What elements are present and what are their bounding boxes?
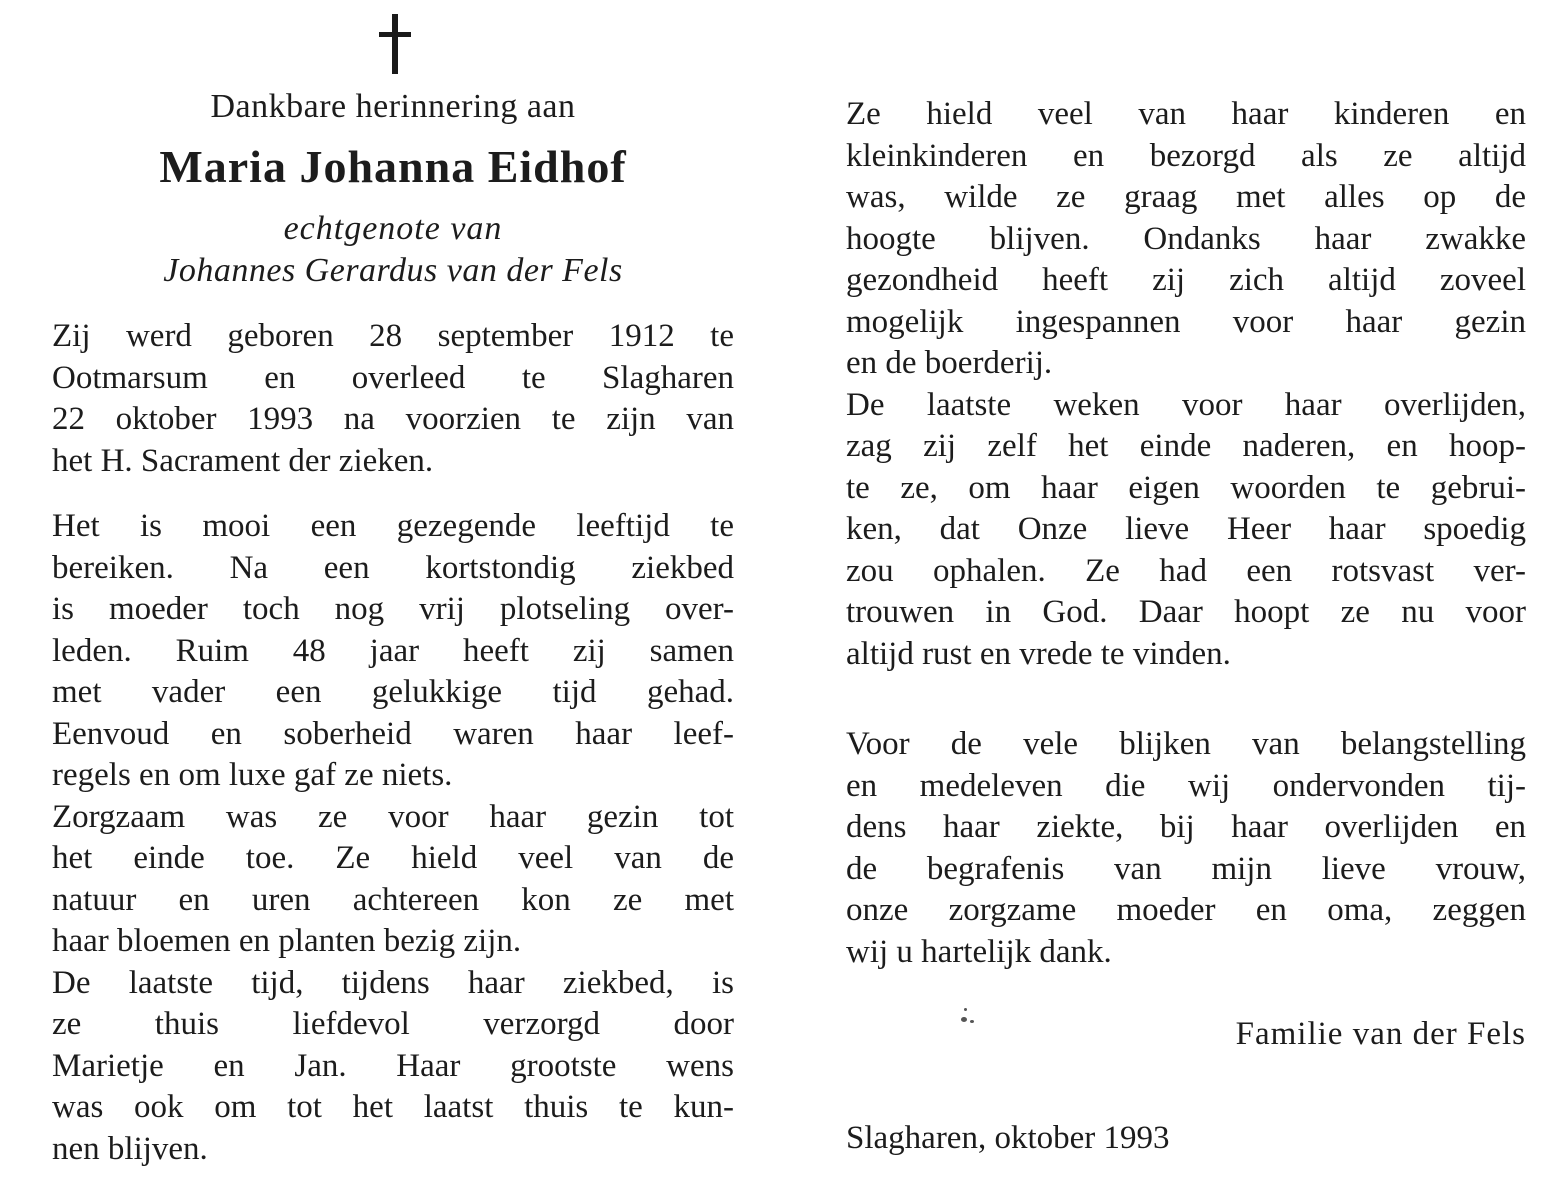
text-line: nen blijven. bbox=[52, 1130, 208, 1167]
text-line: natuur en uren achtereen kon ze met bbox=[52, 881, 734, 918]
ink-speck bbox=[958, 1006, 978, 1028]
text-line: zag zij zelf het einde naderen, en hoop- bbox=[846, 428, 1526, 464]
text-line: Zorgzaam was ze voor haar gezin tot bbox=[52, 798, 734, 835]
text-line: wij u hartelijk dank. bbox=[846, 933, 1112, 970]
text-line: met vader een gelukkige tijd gehad. bbox=[52, 674, 734, 710]
text-line: Ze hield veel van haar kinderen en bbox=[846, 96, 1526, 132]
text-line: was ook om tot het laatst thuis te kun- bbox=[52, 1089, 734, 1125]
text-line: mogelijk ingespannen voor haar gezin bbox=[846, 303, 1526, 340]
family-paragraph bbox=[846, 94, 1526, 675]
text-line: is moeder toch nog vrij plotseling over- bbox=[52, 591, 734, 627]
text-line: Voor de vele blijken van belangstelling bbox=[846, 726, 1526, 762]
life-paragraph bbox=[52, 506, 734, 1170]
signature: Familie van der Fels bbox=[1235, 1016, 1526, 1052]
text-line: onze zorgzame moeder en oma, zeggen bbox=[846, 892, 1526, 928]
text-line: kleinkinderen en bezorgd als ze altijd bbox=[846, 137, 1526, 174]
text-line: De laatste weken voor haar overlijden, bbox=[846, 386, 1526, 423]
deceased-name: Maria Johanna Eidhof bbox=[159, 141, 627, 192]
text-line: altijd rust en vrede te vinden. bbox=[846, 635, 1231, 672]
spouse-label: echtgenote van bbox=[283, 210, 503, 247]
text-line: leden. Ruim 48 jaar heeft zij samen bbox=[52, 632, 734, 669]
text-line: haar bloemen en planten bezig zijn. bbox=[52, 923, 522, 959]
text-line: en de boerderij. bbox=[846, 345, 1053, 381]
text-line: was, wilde ze graag met alles op de bbox=[846, 179, 1526, 215]
intro-text: Dankbare herinnering aan bbox=[210, 88, 576, 125]
text-line: ze thuis liefdevol verzorgd door bbox=[52, 1006, 734, 1042]
text-line: ken, dat Onze lieve Heer haar spoedig bbox=[846, 511, 1526, 547]
text-line: regels en om luxe gaf ze niets. bbox=[52, 757, 453, 793]
birth-paragraph bbox=[52, 316, 734, 482]
text-line: De laatste tijd, tijdens haar ziekbed, is bbox=[52, 964, 734, 1001]
text-line: trouwen in God. Daar hoopt ze nu voor bbox=[846, 594, 1526, 630]
text-line: Het is mooi een gezegende leeftijd te bbox=[52, 508, 734, 544]
text-line: het einde toe. Ze hield veel van de bbox=[52, 840, 734, 876]
cross-icon bbox=[366, 10, 426, 76]
text-line: dens haar ziekte, bij haar overlijden en bbox=[846, 809, 1526, 845]
text-line: en medeleven die wij ondervonden tij- bbox=[846, 767, 1526, 804]
text-line: Zij werd geboren 28 september 1912 te bbox=[52, 318, 734, 354]
text-line: Eenvoud en soberheid waren haar leef- bbox=[52, 715, 734, 752]
text-line: gezondheid heeft zij zich altijd zoveel bbox=[846, 262, 1526, 298]
text-line: te ze, om haar eigen woorden te gebrui- bbox=[846, 469, 1526, 506]
text-line: zou ophalen. Ze had een rotsvast ver- bbox=[846, 552, 1526, 589]
text-line: bereiken. Na een kortstondig ziekbed bbox=[52, 549, 734, 586]
text-line: het H. Sacrament der zieken. bbox=[52, 442, 434, 479]
thanks-paragraph bbox=[846, 724, 1526, 973]
text-line: de begrafenis van mijn lieve vrouw, bbox=[846, 850, 1526, 887]
text-line: hoogte blijven. Ondanks haar zwakke bbox=[846, 220, 1526, 257]
place-date: Slagharen, oktober 1993 bbox=[846, 1120, 1170, 1156]
spouse-name: Johannes Gerardus van der Fels bbox=[163, 252, 623, 289]
text-line: Marietje en Jan. Haar grootste wens bbox=[52, 1047, 734, 1084]
text-line: 22 oktober 1993 na voorzien te zijn van bbox=[52, 401, 734, 437]
text-line: Ootmarsum en overleed te Slagharen bbox=[52, 359, 734, 396]
